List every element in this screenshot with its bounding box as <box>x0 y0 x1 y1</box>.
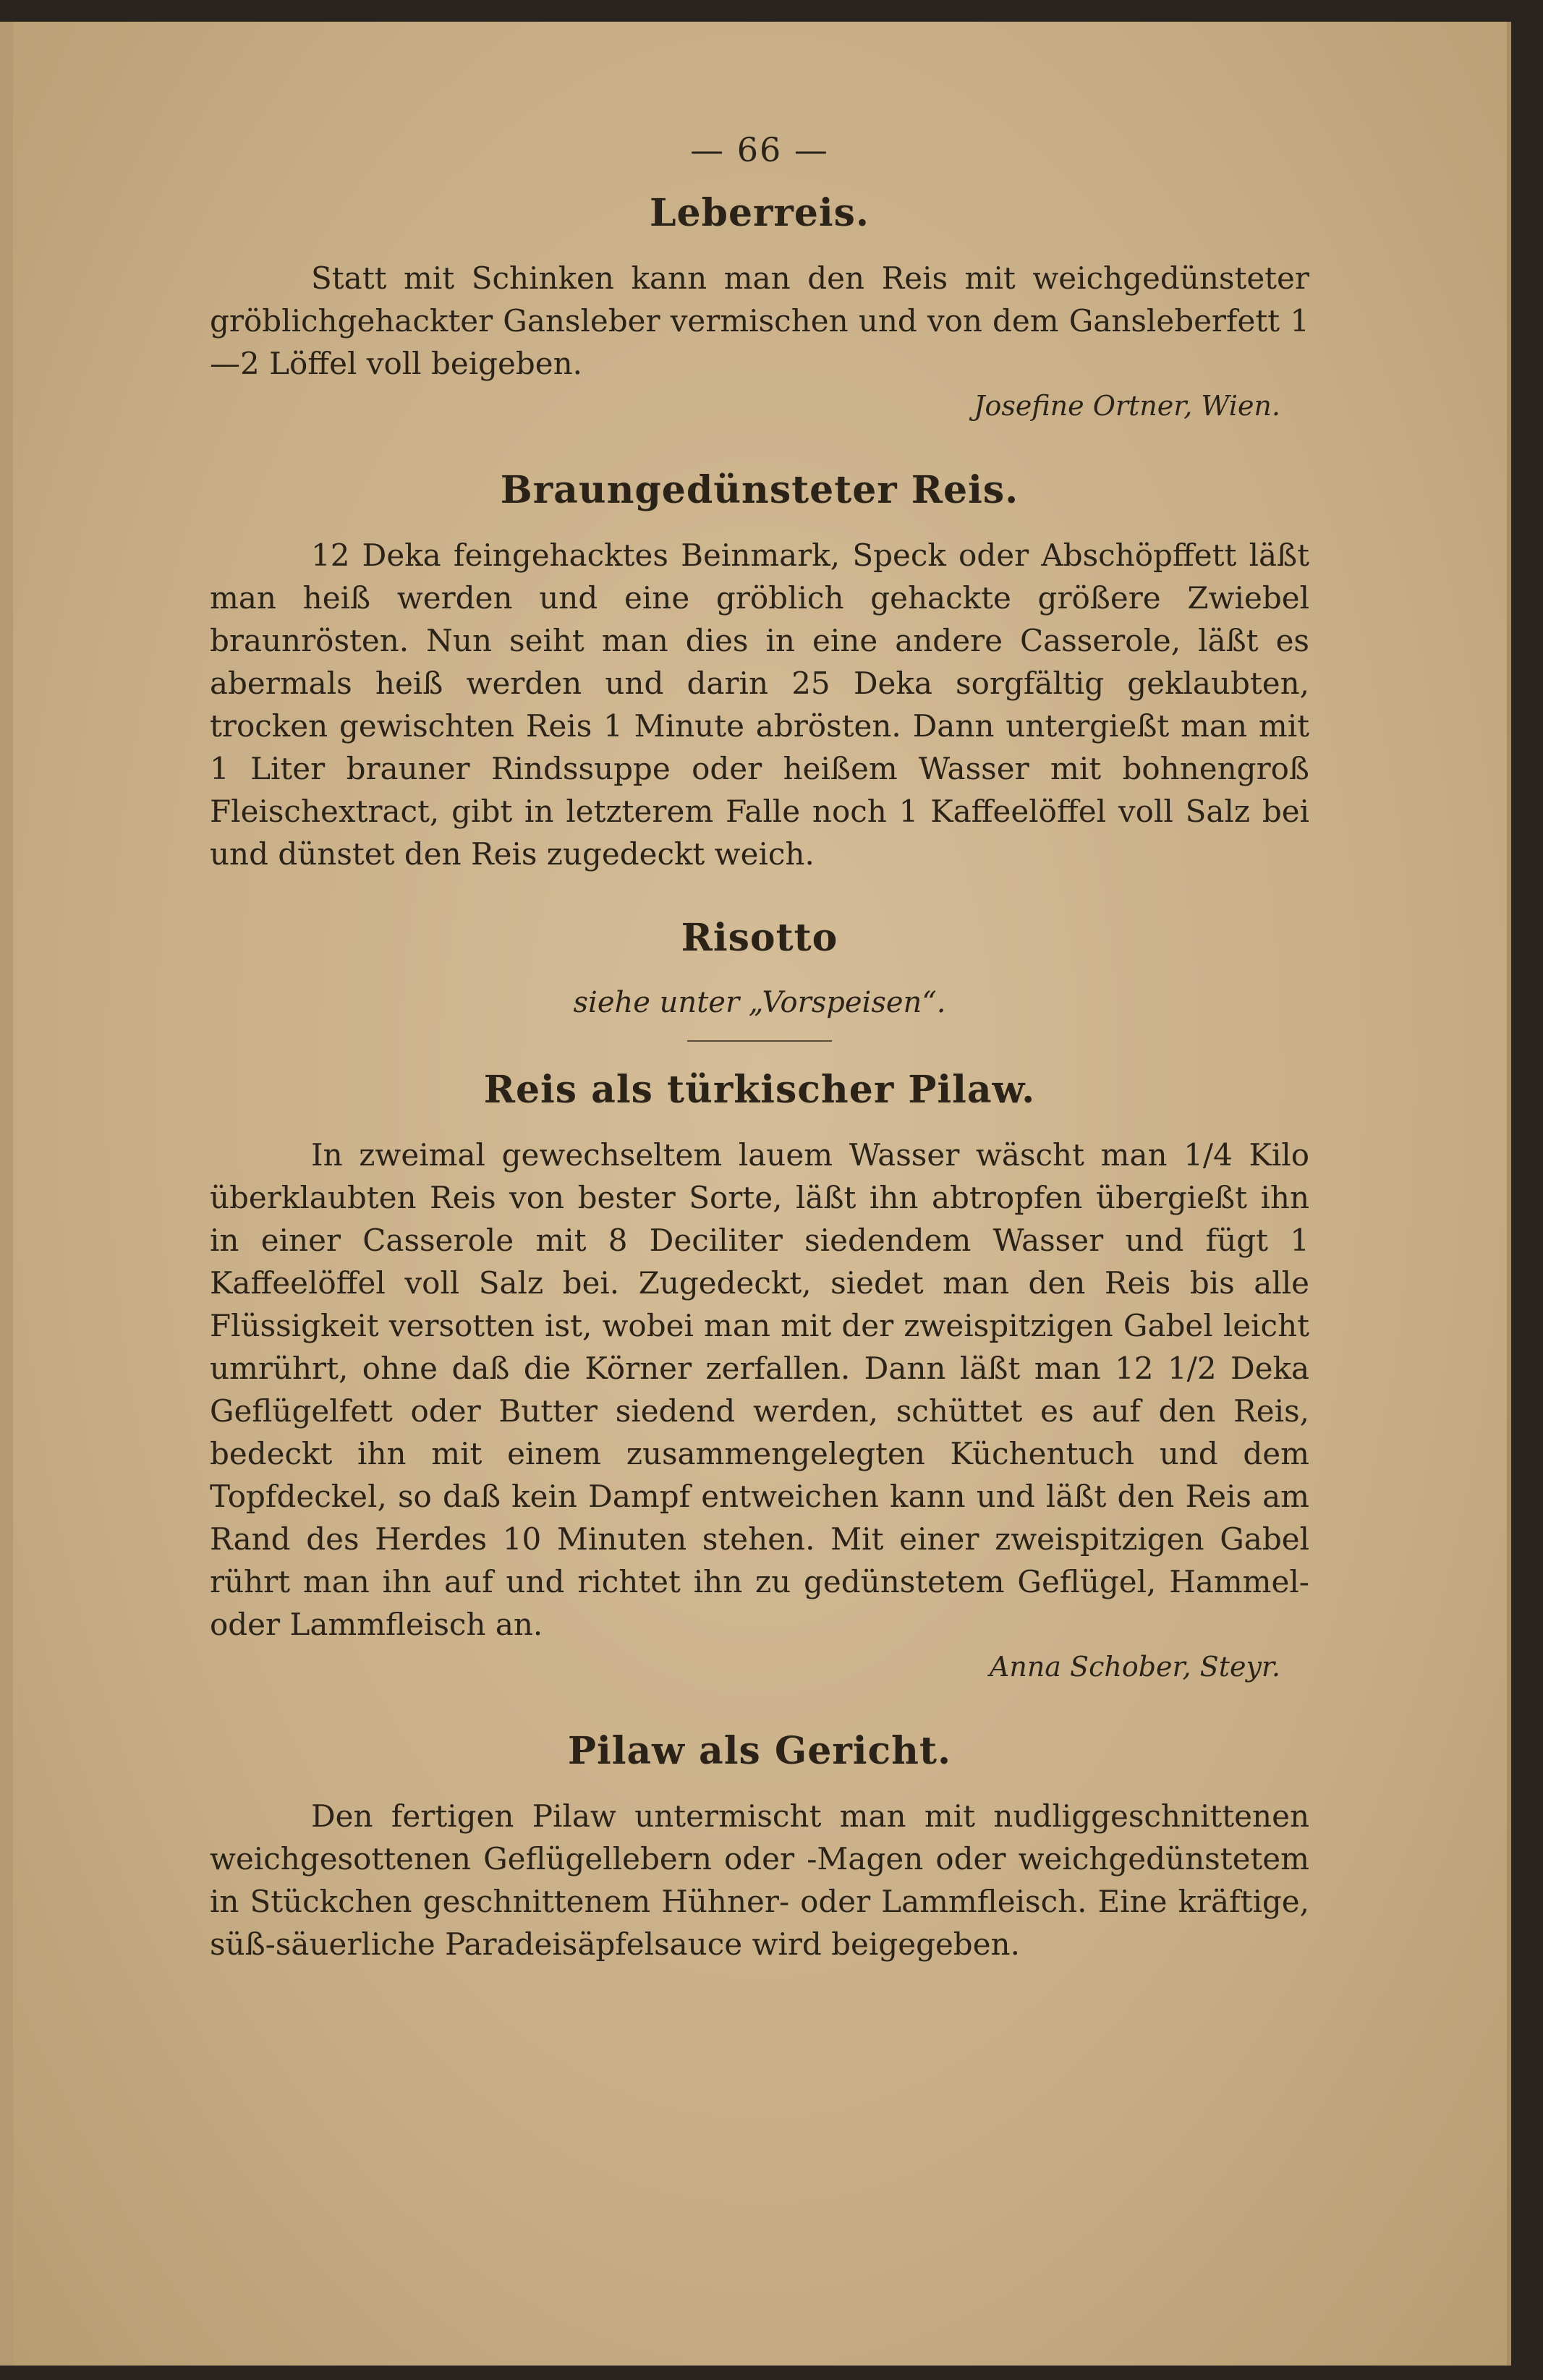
cross-reference-note: siehe unter „Vorspeisen“. <box>573 986 946 1019</box>
page-number: — 66 — <box>690 130 829 169</box>
recipe-title: Leberreis. <box>649 191 870 235</box>
recipe-title: Reis als türkischer Pilaw. <box>483 1068 1036 1112</box>
recipe-title: Pilaw als Gericht. <box>567 1729 952 1773</box>
recipe-text: In zweimal gewechseltem lauem Wasser wäscht man 1/4 Kilo überklaubten Reis von bester Sorte, läßt ihn abtropfen übergießt ihn in einer Casserole mit 8 Deciliter siedendem Wasser und fügt 1 Kaffeelöffel voll Salz bei. Zugedeckt, siedet man den Reis bis alle Flüssigkeit versotten ist, wobei man mit der zweispitzigen Gabel leicht umrührt, ohne daß die Körner zerfallen. Dann läßt man 12 1/2 Deka Geflügelfett oder Butter siedend werden, schüttet es auf den Reis, bedeckt ihn mit einem zusammengelegten Küchentuch und dem Topfdeckel, so daß kein Dampf entweichen kann und läßt den Reis am Rand des Herdes 10 Minuten stehen. Mit einer zweispitzigen Gabel rührt man ihn auf und richtet ihn zu gedünstetem Geflügel, Hammel- oder Lammfleisch an. <box>210 1137 1309 1642</box>
recipe-text: 12 Deka feingehacktes Beinmark, Speck oder Abschöpffett läßt man heiß werden und eine gröblich gehackte größere Zwiebel braunrösten. Nun seiht man dies in eine andere Casserole, läßt es abermals heiß werden und darin 25 Deka sorgfältig geklaubten, trocken gewischten Reis 1 Minute abrösten. Dann untergießt man mit 1 Liter brauner Rindssuppe oder heißem Wasser mit bohnengroß Fleischextract, gibt in letzterem Falle noch 1 Kaffeelöffel voll Salz bei und dünstet den Reis zugedeckt weich. <box>210 537 1309 872</box>
recipe-text: Statt mit Schinken kann man den Reis mit weichgedünsteter gröblichgehackter Gansleber vermischen und von dem Gansleberfett 1—2 Löffel voll beigeben. <box>210 260 1309 381</box>
recipe-text: Den fertigen Pilaw untermischt man mit nudliggeschnittenen weichgesottenen Geflügellebern oder -Magen oder weichgedünstetem in Stückchen geschnittenem Hühner- oder Lammfleisch. Eine kräftige, süß-säuerliche Paradeisäpfelsauce wird beigegeben. <box>210 1798 1309 1962</box>
recipe-leberreis <box>210 191 1309 428</box>
recipe-tuerkischer-pilaw <box>210 1068 1309 1688</box>
recipe-risotto <box>210 916 1309 1042</box>
recipe-author: Anna Schober, Steyr. <box>989 1651 1280 1683</box>
divider-line <box>687 1040 832 1042</box>
recipe-pilaw-als-gericht <box>210 1729 1309 1965</box>
recipe-author: Josefine Ortner, Wien. <box>974 390 1280 422</box>
recipe-title: Risotto <box>681 916 838 960</box>
recipe-title: Braungedünsteter Reis. <box>500 468 1019 512</box>
recipe-braungeduensteter-reis <box>210 468 1309 875</box>
page-content <box>210 130 1309 1965</box>
